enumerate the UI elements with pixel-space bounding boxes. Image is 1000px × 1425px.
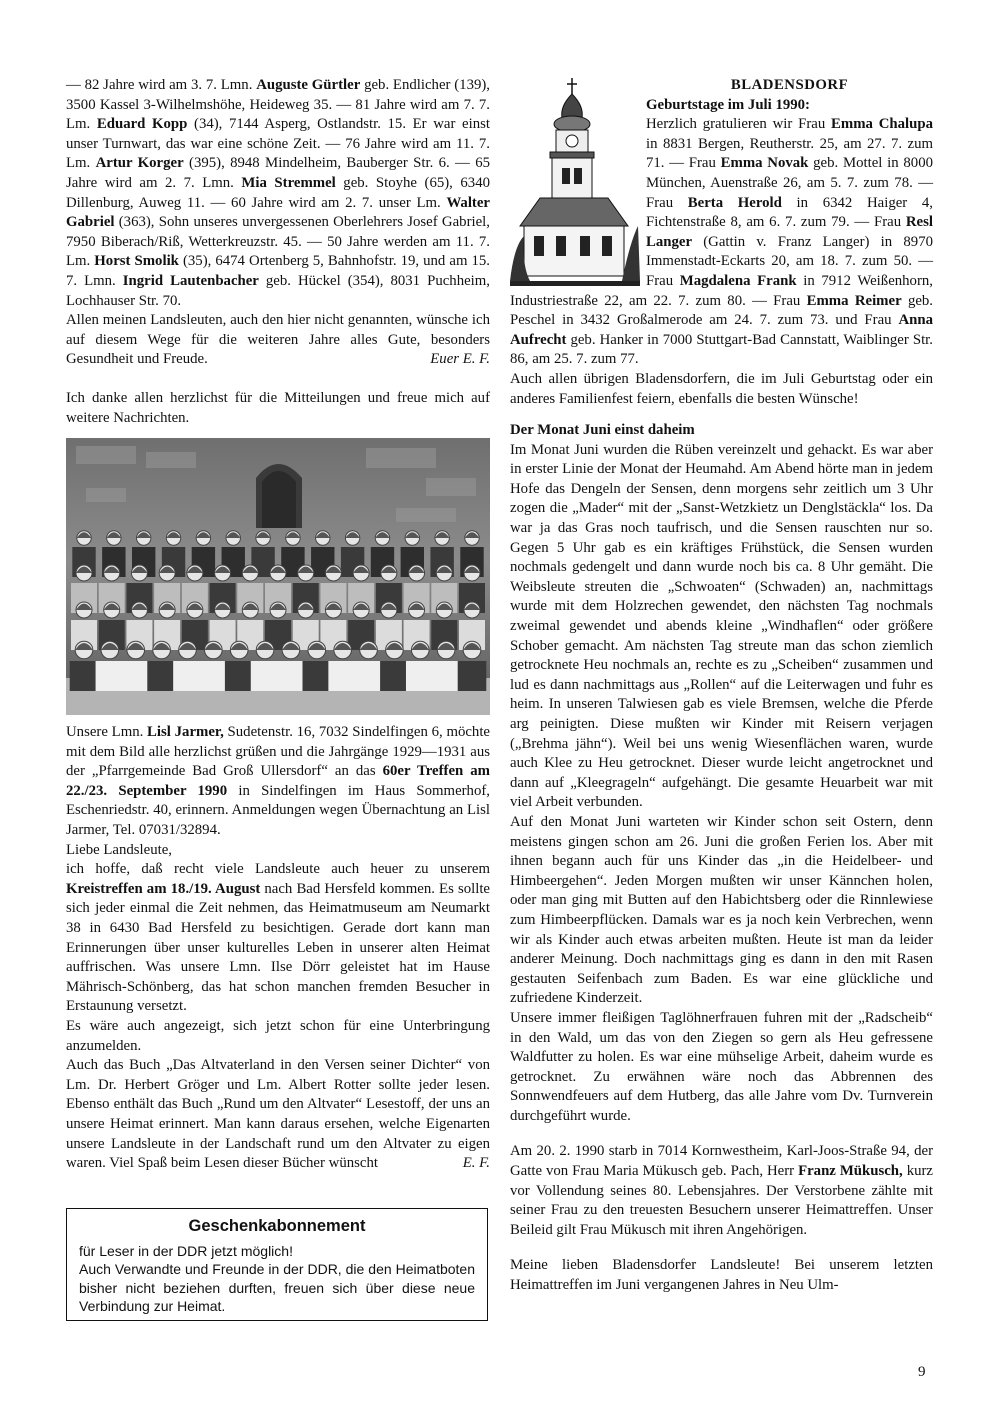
photo-child-body [303,661,332,691]
text-run-4: geb. Mottel in 8000 München, Auenstraße 26, am 5. 7. zum 78. — Frau [646,155,934,211]
text-run-8: (Gattin v. Franz Langer) in 8970 Immenstadt-Eckarts 20, am 18. 7. zum 50. — Frau [646,233,933,289]
bold-name-3: Emma Novak [720,155,809,172]
page-number: 9 [918,1364,926,1380]
bold-name-1: Auguste Gürtler [256,77,361,93]
class-photo-image [66,438,490,715]
text-run-10: (363), Sohn unseres unvergessenen Oberlehrers Josef Gabriel, 7950 Biberach/Riß, Wetterkreuzstr. 45. — 50 Jahre werden am 11. 7. Lm. [66,214,490,270]
bold-name-9: Magdalena Frank [679,272,797,289]
text-run-0: — 82 Jahre wird am 3. 7. Lmn. [66,77,257,93]
june-paragraph-1: Im Monat Juni wurden die Rüben vereinzelt und gehackt. Es war aber in erster Linie der Monat der Heumahd. Am Abend hörte man in jedem Hofe das Dengeln der Sensen, denn morgens sehr zeitlich um 3 Uhr zogen die „Mader“ mit der „Sanst-Wetzkietz un Denglstäckla“ los. Da war ja das Gras noch taufrisch, und die Sensen rauschten nur so. Gegen 5 Uhr gab es ein kräftiges Frühstück, die Sensen wurden nochmals gedengelt und dann wurde noch bis ca. 8 Uhr gemäht. Die Weibsleute streuten die „Schwoaten“ (Schwaden) an, nachmittags wurde mit dem Holzrechen gewendet, den nächsten Tag nochmals zweimal gewendet und abends kleine „Windhaflen“ oder größere Schober gemacht. Am nächsten Tag streute man das schon ziemlich getrocknete Heu nochmals an, rechte es zu „Scheiben“ zusammen und lud es dann nachmittags aus „Rollen“ auf die Leiterwagen und fuhr es heim. In unseren Talwiesen gab es viele Bremsen, welche die Pferde arg peinigten. Diese mußten wir Kinder mit Reisern verjagen („Brehma jähn“). Weil bei uns wenig Wiesenflächen waren, wurde auch Klee zu Heu getrocknet. Dieser wurde leicht angetrocknet und dann auf „Kleegrageln“ aufgehängt. Die gesamte Heuarbeit war mit viel Arbeit verbunden. [510,441,933,811]
text-run-14: geb. Hückel (354), 8031 Puchheim, Lochhauser Str. 70. [66,272,490,309]
box-line-1: für Leser in der DDR jetzt möglich! [79,1243,293,1259]
best-wishes-paragraph: Auch allen übrigen Bladensdorfern, die im Juli Geburtstag oder ein anderes Familienfest feiern, ebenfalls die besten Wünsche! [510,370,933,407]
photo-child-body [354,661,383,691]
photo-child-body [173,661,202,691]
text-run-2: nach Bad Hersfeld kommen. Es sollte sich jeder einmal die Zeit nehmen, das Heimatmuseum am Neumarkt 38 in 6430 Bad Hersfeld zu besichtigen. Gerade dort kann man Erinnerungen über unser kulturelles Leben in unserer alten Heimat auffrischen. Was unsere Lmn. Ilse Dörr geleistet hat im Hause Mährisch-Schönberg, das hat schon manchen fremden Besucher in Erstaunung versetzt. [66,880,491,1015]
box-title: Geschenkabonnement [188,1217,366,1235]
bold-name-1: Emma Chalupa [831,116,934,133]
salutation: Liebe Landsleute, [66,841,172,858]
church-illustration [510,76,640,286]
june-paragraph-3: Unsere immer fleißigen Taglöhnerfrauen fuhren mit der „Radscheib“ in den Wald, um das von den Ziegen so gern als Heu gefressene Waldfutter zu holen. Es war eine mühselige Arbeit, daheim wurde es getrocknet. Zu erwähnen wäre noch das Abbrennen des Sonnwendfeuers auf dem Hutberg, das alle Jahre vom Dv. Turnverein durchgeführt wurde. [510,1009,933,1124]
june-paragraph-2: Auf den Monat Juni warteten wir Kinder schon seit Ostern, denn meistens gingen schon am 26. Juni die großen Ferien los. Aber mit ihnen begann auch für uns Kinder das „in die Heidelbeer- und Himbeergehen“. Jeden Morgen mußten wir unser Kännchen holen, oder man ging mit Butten auf den Habichtsberg oder die Rinnlewiese zum Himbeerpflücken. Damals war es ja noch kein Verbrechen, wenn wir als Kinder auch etwas arbeiten mußten. Heute ist man da leider anderer Meinung. Doch nachmittags ging es dann in den mit Rasen gestauten Seifenbach zum Baden. Es war eine glückliche und zufriedene Kinderzeit. [510,813,933,1007]
text-run-2: Sudetenstr. 16, 7032 Sindelfingen 6, möchte mit dem Bild alle herzlichst grüßen und die Jahrgänge 1929—1931 aus der „Pfarrgemeinde Bad Groß Ullersdorf“ an das [66,724,490,780]
june-heading: Der Monat Juni einst daheim [510,422,695,439]
text-run-8: geb. Stoyhe (65), 6340 Dillenburg, Auweg 11. — 60 Jahre wird am 2. 7. unser Lm. [66,174,490,211]
bold-name-3: Eduard Kopp [96,116,188,133]
photo-child-body [432,661,461,691]
bold-name-11: Horst Smolik [94,253,179,270]
text-run-0: Am 20. 2. 1990 starb in 7014 Kornwestheim, Karl-Joos-Straße 94, der Gatte von Frau Maria Mükusch geb. Pach, Herr [510,1143,933,1180]
text-run-2: geb. Endlicher (139), 3500 Kassel 3-Wilhelmshöhe, Heideweg 35. — 81 Jahre wird am 7. 7. Lm. [66,77,490,133]
photo-child-body [70,661,99,691]
text-run-4: in Sindelfingen im Haus Sommerhof, Eschenriedstr. 40, erinnern. Anmeldungen wegen Übernachtung an Lisl Jarmer, Tel. 07031/32894. [66,782,490,839]
text-run-4: (34), 7144 Asperg, Ostlandstr. 15. Er war einst unser Turnwart, das war eine schöne Zeit. — 76 Jahre wird am 11. 7. Lm. [66,116,490,172]
bold-name-1: Lisl Jarmer, [147,724,224,741]
bold-name-5: Artur Korger [95,155,184,172]
lisl-jarmer-paragraph [66,723,490,841]
birthday-paragraph [66,76,490,311]
text-run-10: in 7912 Weißenhorn, Industriestraße 22, am 22. 7. zum 80. — Frau [510,272,933,309]
left-column [66,76,490,1174]
photo-child-body [406,661,435,691]
photo-child-body [251,661,280,691]
bold-name-9: Walter Gabriel [66,194,490,231]
text-run-12: (35), 6474 Ortenberg 5, Bahnhofstr. 19, und am 15. 7. Lmn. [66,253,490,289]
bold-name-7: Resl Langer [646,214,933,250]
obituary-paragraph [510,1142,933,1240]
bold-name-7: Mia Stremmel [241,174,336,191]
books-signature: E. F. [462,1155,490,1172]
bold-name-13: Anna Aufrecht [510,312,933,348]
bold-name-1: Franz Mükusch, [798,1163,903,1180]
bold-name-3: 60er Treffen am 22./23. September 1990 [66,763,490,799]
right-column [510,76,933,1296]
text-run-2: in 8831 Bergen, Reutherstr. 25, am 27. 7. zum 71. — Frau [646,135,933,172]
text-run-14: geb. Hanker in 7000 Stuttgart-Bad Cannstatt, Waiblinger Str. 86, am 25. 7. zum 77. [510,331,933,368]
photo-child-body [380,661,409,691]
greeting-text: Allen meinen Landsleuten, auch den hier nicht genannten, wünsche ich auf diesem Wege für die weiteren Jahre alles Gute, besonders Gesundheit und Freude. [66,312,490,368]
text-run-2: kurz vor Vollendung seines 80. Lebensjahres. Der Verstorbene zählte mit seiner Frau zu den treuesten Besuchern unserer Heimattreffen. Unser Beileid gilt Frau Mükusch mit ihren Angehörigen. [510,1163,933,1238]
text-run-12: geb. Peschel in 3432 Großalmerode am 24. 7. zum 73. und Frau [510,292,934,329]
photo-child-body [199,661,228,691]
text-run-0: Unsere Lmn. [66,724,148,741]
photo-child-body [328,661,357,691]
photo-child-body [225,661,254,691]
box-body [67,1242,487,1316]
class-photo [66,438,490,715]
greeting-paragraph [66,311,490,370]
text-run-6: in 6342 Haiger 4, Fichtenstraße 8, am 6. 7. zum 79. — Frau [646,194,933,231]
bold-name-13: Ingrid Lautenbacher [122,272,259,289]
closing-paragraph: Meine lieben Bladensdorfer Landsleute! Bei unserem letzten Heimattreffen im Juni vergangenen Jahres in Neu Ulm- [510,1257,933,1294]
greeting-signature: Euer E. F. [430,351,490,368]
text-run-0: Herzlich gratulieren wir Frau [646,116,832,133]
gift-subscription-box [66,1208,488,1321]
text-run-0: ich hoffe, daß recht viele Landsleute auch heuer zu unserem [66,861,490,878]
box-line-2: Auch Verwandte und Freunde in der DDR, die den Heimatboten bisher nicht beziehen durften, freuen sich über diese neue Verbindung zur Heimat. [79,1261,475,1315]
photo-child-body [277,661,306,691]
thanks-paragraph: Ich danke allen herzlichst für die Mitteilungen und freue mich auf weitere Nachrichten. [66,389,490,426]
bold-name-11: Emma Reimer [806,292,902,309]
photo-child-body [147,661,176,691]
photo-child-body [96,661,125,691]
books-paragraph: Auch das Buch „Das Altvaterland in den Versen seiner Dichter“ von Lm. Dr. Herbert Gröger und Lm. Albert Rotter sollte jeder lesen. Ebenso enthält das Buch „Rund um den Altvater“ Lesestoff, der uns an unsere Heimat erinnert. Man kann daraus ersehen, welche Eigenarten unsere Landsleute in der Landschaft rund um den Altvater zu eigen waren. Viel Spaß beim Lesen dieser Bücher wünscht [66,1057,490,1172]
photo-child-body [458,661,487,691]
bladensdorf-section [510,76,933,370]
text-run-6: (395), 8948 Mindelheim, Bauberger Str. 6. — 65 Jahre wird am 2. 7. Lmn. [66,155,490,191]
birthdays-subtitle: Geburtstage im Juli 1990: [646,96,810,113]
photo-child-body [121,661,150,691]
kreistreffen-paragraph [66,860,490,1017]
bold-name-1: Kreistreffen am 18./19. August [66,880,261,897]
accommodation-paragraph: Es wäre auch angezeigt, sich jetzt schon für eine Unterbringung anzumelden. [66,1018,490,1054]
bold-name-5: Berta Herold [687,194,782,211]
bladensdorf-title: BLADENSDORF [730,77,849,93]
